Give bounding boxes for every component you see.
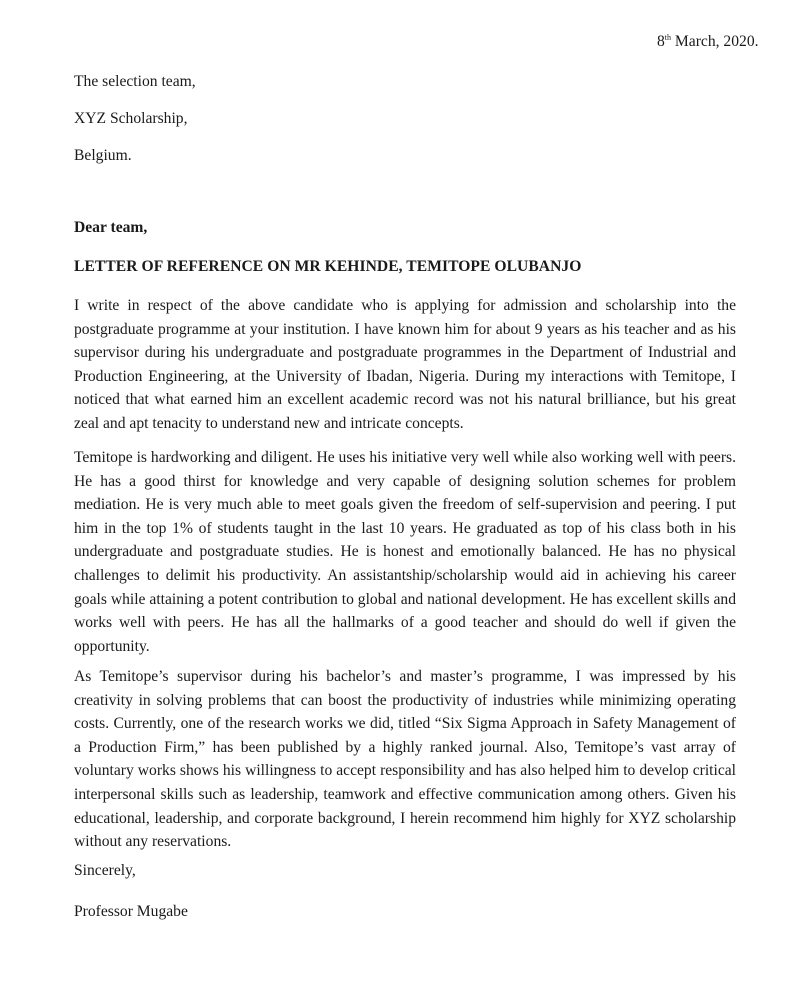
signature-name: Professor Mugabe — [74, 903, 188, 920]
date-ordinal-suffix: th — [664, 32, 672, 42]
body-paragraph-3: As Temitope’s supervisor during his bachelor’s and master’s programme, I was impressed by his creativity in solving problems that can boost the productivity of industries while minimizing operating costs. Currently, one of the research works we did, titled “Six Sigma Approach in Safety Management of a Production Firm,” has been published by a highly ranked journal. Also, Temitope’s vast array of voluntary works shows his willingness to accept responsibility and has also helped him to develop critical interpersonal skills such as leadership, teamwork and effective communication among others. Given his educational, leadership, and corporate background, I herein recommend him highly for XYZ scholarship without any reservations. — [74, 668, 736, 851]
closing: Sincerely, — [74, 862, 136, 879]
subject-heading: LETTER OF REFERENCE ON MR KEHINDE, TEMITOPE OLUBANJO — [74, 258, 582, 275]
recipient-line-1: The selection team, — [74, 73, 196, 90]
body-paragraph-2: Temitope is hardworking and diligent. He uses his initiative very well while also working well with peers. He has a good thirst for knowledge and very capable of designing solution schemes for problem mediation. He is very much able to meet goals given the freedom of self-supervision and peering. I put him in the top 1% of students taught in the last 10 years. He graduated as top of his class both in his undergraduate and postgraduate studies. He is honest and emotionally balanced. He has no physical challenges to delimit his productivity. An assistantship/scholarship would aid in achieving his career goals while attaining a potent contribution to global and national development. He has excellent skills and works well with peers. He has all the hallmarks of a good teacher and should do well if given the opportunity. — [74, 449, 736, 655]
body-paragraph-1: I write in respect of the above candidate who is applying for admission and scholarship into the postgraduate programme at your institution. I have known him for about 9 years as his teacher and as his supervisor during his undergraduate and postgraduate programmes in the Department of Industrial and Production Engineering, at the University of Ibadan, Nigeria. During my interactions with Temitope, I noticed that what earned him an excellent academic record was not his natural brilliance, but his great zeal and apt tenacity to understand new and intricate concepts. — [74, 297, 736, 432]
date-month-year: March, 2020. — [671, 33, 759, 50]
recipient-line-3: Belgium. — [74, 147, 132, 164]
recipient-line-2: XYZ Scholarship, — [74, 110, 188, 127]
salutation: Dear team, — [74, 219, 148, 236]
date-day: 8 — [657, 33, 665, 50]
letter-date — [657, 33, 759, 51]
